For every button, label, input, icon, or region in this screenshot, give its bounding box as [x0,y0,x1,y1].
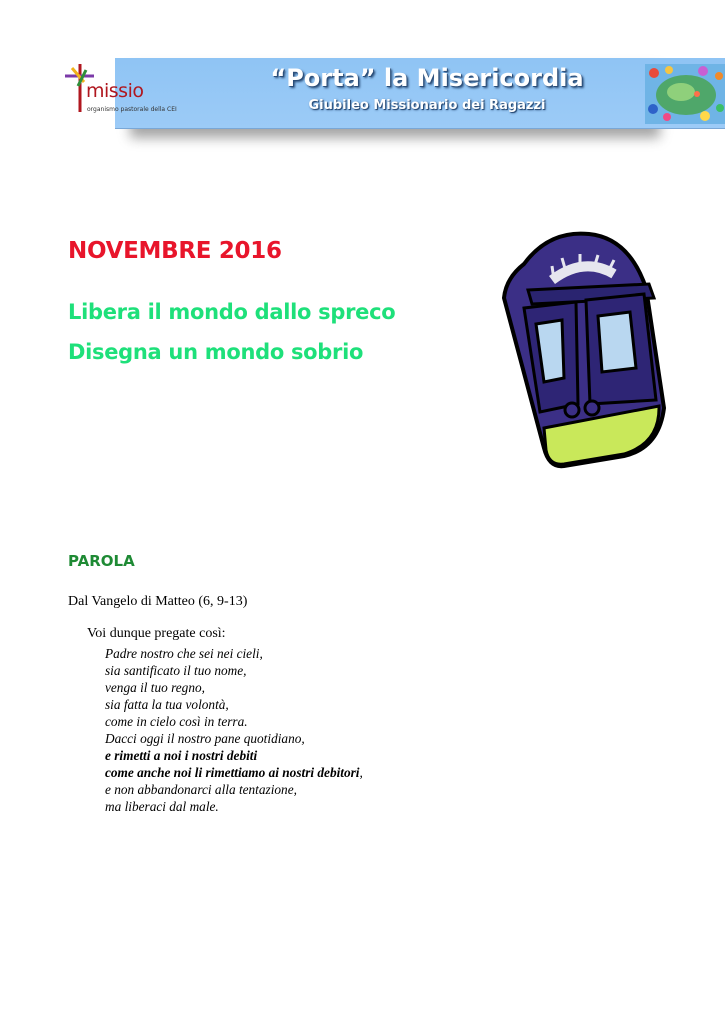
prayer-line-text: Padre nostro che sei nei cieli, [105,646,263,661]
prayer-line [105,662,363,679]
header [60,58,670,143]
prayer-line-text: e rimetti a noi i nostri debiti [105,748,258,763]
prayer-line-text: come in cielo così in terra. [105,714,248,729]
door-illustration [494,228,672,472]
globe-illustration [645,64,725,124]
prayer-line [105,764,363,781]
theme-line-1: Libera il mondo dallo spreco [68,300,396,324]
prayer-line-suffix: , [359,765,363,780]
prayer-line-text: venga il tuo regno, [105,680,205,695]
prayer-line [105,747,363,764]
prayer-line [105,679,363,696]
prayer-line-text: ma liberaci dal male. [105,799,219,814]
prayer-line [105,696,363,713]
prayer-line-text: come anche noi li rimettiamo ai nostri debitori [105,765,360,780]
prayer-line-text: Dacci oggi il nostro pane quotidiano, [105,731,305,746]
header-band [115,58,725,129]
theme-line-2: Disegna un mondo sobrio [68,340,364,364]
month-heading: NOVEMBRE 2016 [68,238,282,264]
prayer-line [105,781,363,798]
scripture-source: Dal Vangelo di Matteo (6, 9-13) [68,594,248,609]
section-title: PAROLA [68,552,135,570]
prayer-line [105,730,363,747]
prayer-line [105,798,363,815]
prayer-line [105,645,363,662]
prayer-text [105,645,363,815]
header-title: “Porta” la Misericordia [270,64,584,92]
header-subtitle: Giubileo Missionario dei Ragazzi [308,98,546,113]
logo-word: missio [86,80,144,102]
prayer-intro: Voi dunque pregate così: [87,626,226,641]
prayer-line-text: e non abbandonarci alla tentazione, [105,782,297,797]
missio-logo [60,60,190,130]
logo-subtitle: organismo pastorale della CEI [87,106,177,113]
prayer-line [105,713,363,730]
prayer-line-text: sia santificato il tuo nome, [105,663,247,678]
prayer-line-text: sia fatta la tua volontà, [105,697,229,712]
